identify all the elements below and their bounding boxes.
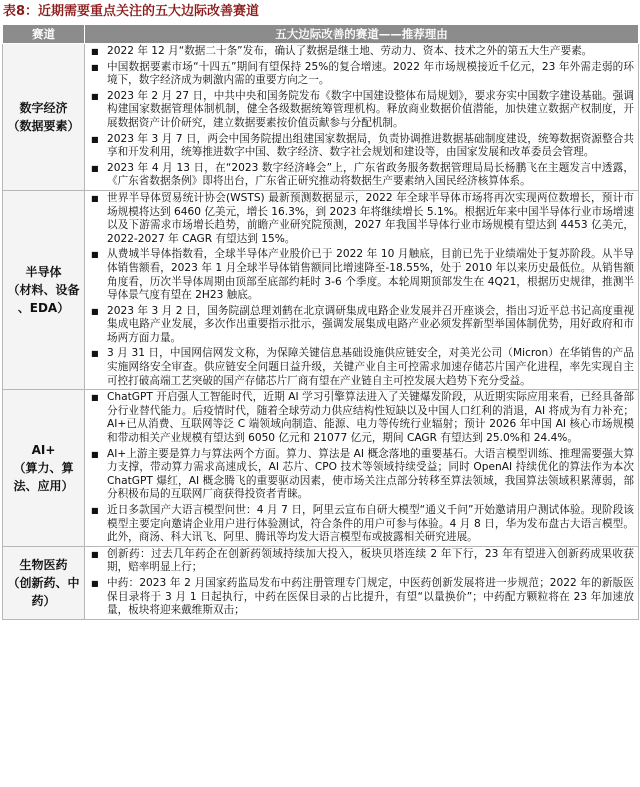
sector-name-line: 生物医药 bbox=[19, 557, 68, 572]
reason-cell bbox=[85, 44, 639, 191]
square-bullet-icon: ■ bbox=[91, 91, 99, 101]
square-bullet-icon: ■ bbox=[91, 193, 99, 203]
sector-table bbox=[2, 24, 639, 620]
list-item bbox=[85, 576, 638, 619]
table-body bbox=[3, 44, 639, 620]
square-bullet-icon: ■ bbox=[91, 62, 99, 72]
list-item bbox=[85, 247, 638, 303]
reason-cell bbox=[85, 390, 639, 547]
list-item bbox=[85, 547, 638, 576]
list-item bbox=[85, 503, 638, 546]
square-bullet-icon: ■ bbox=[91, 393, 99, 403]
square-bullet-icon: ■ bbox=[91, 47, 99, 56]
sector-name-line: 、EDA） bbox=[17, 301, 70, 316]
header-sector: 赛道 bbox=[3, 25, 85, 44]
table-row bbox=[3, 44, 639, 191]
reason-cell bbox=[85, 546, 639, 619]
table-title: 表8：近期需要重点关注的五大边际改善赛道 bbox=[3, 4, 260, 19]
sector-name-line: AI+ bbox=[31, 443, 56, 458]
square-bullet-icon: ■ bbox=[91, 578, 99, 588]
sector-name-line: （数据要素） bbox=[7, 118, 80, 133]
square-bullet-icon: ■ bbox=[91, 349, 99, 359]
table-header-row bbox=[3, 25, 639, 44]
reason-text: AI+上游主要是算力与算法两个方面。算力、算法是 AI 概念落地的重要基石。大语言模型训练、推理需要强大算力支撑，带动算力需求高速成长，AI 芯片、CPO 技术等领域持续受益；同时 OpenAI 持续优化的算法作为本次 ChatGPT 爆红，AI 概念腾飞的重要驱动因素，使市场关注点部分转移至算法领域，我国算法领域积累薄弱，部分积极布局的互联网厂商获得投资者青睐。 bbox=[107, 447, 634, 501]
sector-name-line: （材料、设备 bbox=[7, 283, 80, 298]
list-item bbox=[85, 304, 638, 347]
table-row bbox=[3, 190, 639, 389]
list-item bbox=[85, 390, 638, 446]
sector-cell bbox=[3, 44, 85, 191]
list-item bbox=[85, 447, 638, 503]
list-item bbox=[85, 60, 638, 89]
reason-text: 2023 年 3 月 2 日，国务院副总理刘鹤在北京调研集成电路企业发展并召开座谈会，指出习近平总书记高度重视集成电路产业发展，多次作出重要指示批示，强调发展集成电路产业必须发挥新型举国体制优势，用好政府和市场两方面力量。 bbox=[107, 304, 634, 344]
sector-name-line: 药） bbox=[31, 593, 56, 608]
sector-name-line: （算力、算 bbox=[13, 461, 74, 476]
reason-text: 2023 年 4 月 13 日，在“2023 数字经济峰会”上，广东省政务服务数据管理局局长杨鹏飞在主题发言中透露，《广东省数据条例》即将出台，广东省正研究推动将数据生产要素纳入国民经济核算体系。 bbox=[107, 161, 634, 188]
sector-cell bbox=[3, 390, 85, 547]
reason-text: 中药：2023 年 2 月国家药监局发布中药注册管理专门规定，中医药创新发展将进一步规范；2022 年的新版医保目录将于 3 月 1 日起执行，中药在医保目录的占比提升，有望“以量换价”；中药配方颗粒将在 23 年加速放量，板块将迎来戴维斯双击； bbox=[107, 576, 634, 617]
sector-name-line: 半导体 bbox=[25, 265, 62, 280]
header-reason: 五大边际改善的赛道——推荐理由 bbox=[85, 25, 639, 44]
list-item bbox=[85, 161, 638, 190]
list-item bbox=[85, 191, 638, 247]
reason-text: 3 月 31 日，中国网信网发文称，为保障关键信息基础设施供应链安全，对美光公司（Micron）在华销售的产品实施网络安全审查。供应链安全问题日益升级，关键产业自主可控需求加速存储芯片国产化进程，率先实现自主可控打破高端工艺突破的国产存储芯片厂商有望在产业链自主可控发展大趋势下充分受益。 bbox=[107, 347, 634, 387]
square-bullet-icon: ■ bbox=[91, 163, 99, 173]
square-bullet-icon: ■ bbox=[91, 506, 99, 515]
square-bullet-icon: ■ bbox=[91, 549, 99, 559]
square-bullet-icon: ■ bbox=[91, 250, 99, 260]
table-row bbox=[3, 546, 639, 619]
reason-text: 从费城半导体指数看，全球半导体产业股价已于 2022 年 10 月触底，目前已先于业绩端处于复苏阶段。从半导体销售额看，2023 年 1 月全球半导体销售额同比增速降至-18.55%，处于 2010 年以来历史最低位。从销售额角度看，历次半导体周期由顶部至底部约耗时 3-6 个季度。本轮周期顶部发生在 4Q21，根据历史规律，推测半导体景气度有望在 2H23 触底。 bbox=[107, 248, 634, 302]
list-item bbox=[85, 132, 638, 161]
list-item bbox=[85, 44, 638, 60]
sector-name-line: 法、应用） bbox=[13, 479, 74, 494]
reason-text: 中国数据要素市场“十四五”期间有望保持 25%的复合增速。2022 年市场规模接近千亿元，23 年外需走弱的环境下，数字经济成为刺激内需的重要方向之一。 bbox=[107, 60, 634, 87]
reason-text: 2023 年 2 月 27 日，中共中央和国务院发布《数字中国建设整体布局规划》，要求夯实中国数字建设基础。强调构建国家数据管理体制机制，健全各级数据统筹管理机构。释放商业数据价值潜能，加快建立数据产权制度，开展数据资产计价研究，建立数据要素按价值贡献参与分配机制。 bbox=[107, 89, 634, 129]
reason-text: 创新药：过去几年药企在创新药领域持续加大投入，板块贝塔连续 2 年下行，23 年有望进入创新药成果收获期，赔率明显上行； bbox=[107, 547, 634, 574]
square-bullet-icon: ■ bbox=[91, 134, 99, 144]
list-item bbox=[85, 346, 638, 389]
square-bullet-icon: ■ bbox=[91, 306, 99, 316]
reason-text: 2023 年 3 月 7 日，两会中国务院提出组建国家数据局，负责协调推进数据基础制度建设，统筹数据资源整合共享和开发利用，统筹推进数字中国、数字经济、数字社会规划和建设等，由国家发展和改革委员会管理。 bbox=[107, 132, 634, 159]
reason-text: 近日多款国产大语言模型问世：4 月 7 日，阿里云宣布自研大模型“通义千问”开始邀请用户测试体验。现阶段该模型主要定向邀请企业用户进行体验测试，符合条件的用户可参与体验。4 月 8 日，华为发布盘古大语言模型。此外，商汤、科大讯飞、阿里、腾讯等均发大语言模型布或披露相关研究进展。 bbox=[107, 504, 634, 544]
sector-name-line: （创新药、中 bbox=[7, 575, 80, 590]
reason-cell bbox=[85, 190, 639, 389]
table-row bbox=[3, 390, 639, 547]
sector-name-line: 数字经济 bbox=[19, 100, 68, 115]
sector-cell bbox=[3, 546, 85, 619]
list-item bbox=[85, 89, 638, 132]
reason-text: 世界半导体贸易统计协会(WSTS) 最新预测数据显示，2022 年全球半导体市场将再次实现两位数增长，预计市场规模将达到 6460 亿美元，增长 16.3%，到 2023 年将继续增长 5.1%。根据近年来中国半导体行业市场增速以及下游需求市场增长趋势，前瞻产业研究院预测，2027 年我国半导体行业市场规模有望达到 4453 亿美元，2022-2027 年 CAGR 有望达到 15%。 bbox=[107, 191, 634, 245]
reason-text: 2022 年 12 月“数据二十条”发布，确认了数据是继土地、劳动力、资本、技术之外的第五大生产要素。 bbox=[107, 45, 593, 57]
sector-cell bbox=[3, 190, 85, 389]
square-bullet-icon: ■ bbox=[91, 449, 99, 459]
reason-text: ChatGPT 开启强人工智能时代，近期 AI 学习引擎算法进入了关键爆发阶段，从近期实际应用来看，已经具备部分行业替代能力。后疫情时代，随着全球劳动力供应结构性短缺以及中国人口红利的消退，AI 将成为有力补充；AI+已从消费、互联网等泛 C 端领域向制造、能源、电力等传统行业辐射；预计 2026 年中国 AI 核心市场规模和带动相关产业规模有望达到 6050 亿元和 21077 亿元，期间 CAGR 有望达到 25.0%和 24.4%。 bbox=[107, 391, 634, 445]
